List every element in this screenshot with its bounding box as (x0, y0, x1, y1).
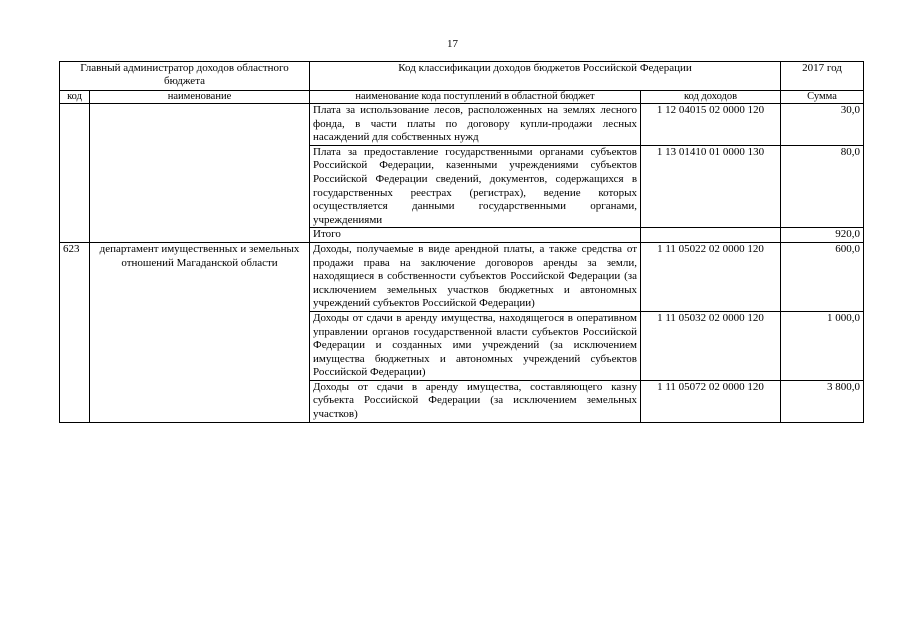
header-col-revenue-name: наименование кода поступлений в областной бюджет (310, 91, 641, 104)
revenue-table (59, 61, 864, 423)
revenue-code: 1 11 05032 02 0000 120 (641, 311, 781, 380)
header-col-revenue-code: код доходов (641, 91, 781, 104)
revenue-description: Доходы, получаемые в виде арендной платы, а также средства от продажи права на заключение договоров аренды за земли, находящиеся в собственности субъектов Российской Федерации (за исключением земельных участков бюджетных и автономных учреждений субъектов Российской Федерации) (310, 242, 641, 311)
admin-code-cell (60, 104, 90, 243)
table-row (60, 104, 864, 146)
revenue-code: 1 12 04015 02 0000 120 (641, 104, 781, 146)
total-code-cell (641, 228, 781, 243)
header-year: 2017 год (781, 62, 864, 91)
header-row-top (60, 62, 864, 91)
header-col-sum: Сумма (781, 91, 864, 104)
revenue-description: Плата за использование лесов, расположенных на землях лесного фонда, в части платы по договору купли-продажи лесных насаждений для собственных нужд (310, 104, 641, 146)
admin-code: 623 (60, 242, 90, 422)
revenue-code: 1 11 05072 02 0000 120 (641, 380, 781, 422)
revenue-code: 1 11 05022 02 0000 120 (641, 242, 781, 311)
header-row-columns (60, 91, 864, 104)
revenue-description: Доходы от сдачи в аренду имущества, составляющего казну субъекта Российской Федерации (за исключением земельных участков) (310, 380, 641, 422)
total-amount: 920,0 (781, 228, 864, 243)
revenue-amount: 80,0 (781, 145, 864, 228)
page-number: 17 (447, 38, 458, 50)
revenue-description: Доходы от сдачи в аренду имущества, находящегося в оперативном управлении органов государственной власти субъектов Российской Федерации и созданных ими учреждений (за исключением имущества бюджетных и автономных учреждений субъектов Российской Федерации) (310, 311, 641, 380)
revenue-description: Плата за предоставление государственными органами субъектов Российской Федерации, казенными учреждениями субъектов Российской Федерации сведений, документов, содержащихся в государственных реестрах (регистрах), ведение которых осуществляется данными государственными органами, учреждениями (310, 145, 641, 228)
header-admin-group: Главный администратор доходов областного бюджета (60, 62, 310, 91)
admin-name-cell (90, 104, 310, 243)
revenue-amount: 3 800,0 (781, 380, 864, 422)
total-label: Итого (310, 228, 641, 243)
header-classification-group: Код классификации доходов бюджетов Российской Федерации (310, 62, 781, 91)
admin-name: департамент имущественных и земельных отношений Магаданской области (90, 242, 310, 422)
revenue-amount: 600,0 (781, 242, 864, 311)
header-col-code: код (60, 91, 90, 104)
table-row (60, 242, 864, 311)
revenue-amount: 1 000,0 (781, 311, 864, 380)
header-col-name: наименование (90, 91, 310, 104)
revenue-code: 1 13 01410 01 0000 130 (641, 145, 781, 228)
revenue-amount: 30,0 (781, 104, 864, 146)
